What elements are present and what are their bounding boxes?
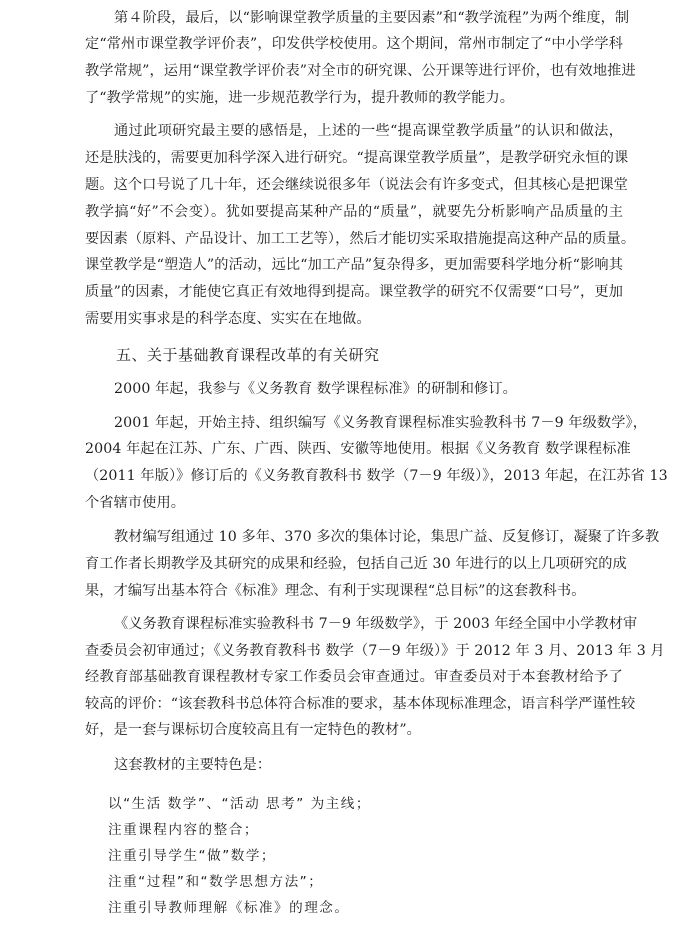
feature-item: 注重引导学生“做”数学； (108, 848, 277, 864)
paragraph-line: 2004 年起在江苏、广东、广西、陕西、安徽等地使用。根据《义务教育 数学课程标准 (85, 441, 631, 457)
paragraph-line: 还是肤浅的，需要更加科学深入进行研究。“提高课堂教学质量”，是教学研究永恒的课 (85, 150, 629, 166)
paragraph-line: 第４阶段，最后，以“影响课堂教学质量的主要因素”和“教学流程”为两个维度，制 (114, 10, 630, 26)
paragraph-line: 好，是一套与课标切合度较高且有一定特色的教材”。 (85, 722, 421, 738)
paragraph-line: 查委员会初审通过；《义务教育教科书 数学（7－9 年级）》于 2012 年 3 月、2013 年 3 月 (85, 643, 665, 659)
paragraph-line: 2001 年起，开始主持、组织编写《义务教育课程标准实验教科书 7－9 年级数学》， (114, 415, 647, 431)
feature-item: 注重“过程”和“数学思想方法”； (108, 874, 324, 890)
paragraph-line: 《义务教育课程标准实验教科书 7－9 年级数学》，于 2003 年经全国中小学教材审 (114, 616, 638, 632)
paragraph-line: 育工作者长期教学及其研究的成果和经验，包括自己近 30 年进行的以上几项研究的成 (85, 556, 627, 572)
paragraph-line: 定“常州市课堂教学评价表”，印发供学校使用。这个期间，常州市制定了“中小学学科 (85, 36, 623, 52)
feature-item: 注重引导教师理解《标准》的理念。 (108, 900, 350, 916)
paragraph-line: 较高的评价：“该套教科书总体符合标准的要求，基本体现标准理念，语言科学严谨性较 (85, 696, 636, 712)
paragraph-line: 2000 年起，我参与《义务教育 数学课程标准》的研制和修订。 (114, 381, 517, 397)
feature-item: 以“生活 数学”、“活动 思考” 为主线； (108, 796, 371, 812)
paragraph-line: 果，才编写出基本符合《标准》理念、有利于实现课程“总目标”的这套教科书。 (85, 583, 586, 599)
paragraph-line: 需要用实事求是的科学态度、实实在在地做。 (85, 311, 371, 327)
paragraph-line: 教学常规”，运用“课堂教学评价表”对全市的研究课、公开课等进行评价，也有效地推进 (85, 63, 636, 79)
paragraph-line: （2011 年版）》修订后的《义务教育教科书 数学（7－9 年级）》，2013 年起，在江苏省 13 (85, 468, 668, 484)
paragraph-line: 教材编写组通过 10 多年、370 多次的集体讨论，集思广益、反复修订，凝聚了许多教 (114, 529, 660, 545)
paragraph-line: 要因素（原料、产品设计、加工工艺等），然后才能切实采取措施提高这种产品的质量。 (85, 231, 636, 247)
paragraph-line: 教学搞“好”不会变）。犹如要提高某种产品的“质量”，就要先分析影响产品质量的主 (85, 204, 623, 220)
paragraph-line: 质量”的因素，才能使它真正有效地得到提高。课堂教学的研究不仅需要“口号”，更加 (85, 284, 623, 300)
paragraph-line: 经教育部基础教育课程教材专家工作委员会审查通过。审查委员对于本套教材给予了 (85, 669, 623, 685)
feature-item: 注重课程内容的整合； (108, 822, 259, 838)
paragraph-line: 课堂教学是“塑造人”的活动，远比“加工产品”复杂得多，更加需要科学地分析“影响其 (85, 257, 623, 273)
paragraph-line: 个省辖市使用。 (85, 495, 186, 511)
paragraph-line: 通过此项研究最主要的感悟是，上述的一些“提高课堂教学质量”的认识和做法， (114, 123, 623, 139)
section-heading: 五、关于基础教育课程改革的有关研究 (116, 346, 380, 364)
paragraph-line: 这套教材的主要特色是： (114, 757, 272, 773)
paragraph-line: 题。这个口号说了几十年，还会继续说很多年（说法会有许多变式，但其核心是把课堂 (85, 177, 628, 193)
paragraph-line: 了“教学常规”的实施，进一步规范教学行为，提升教师的教学能力。 (85, 90, 515, 106)
